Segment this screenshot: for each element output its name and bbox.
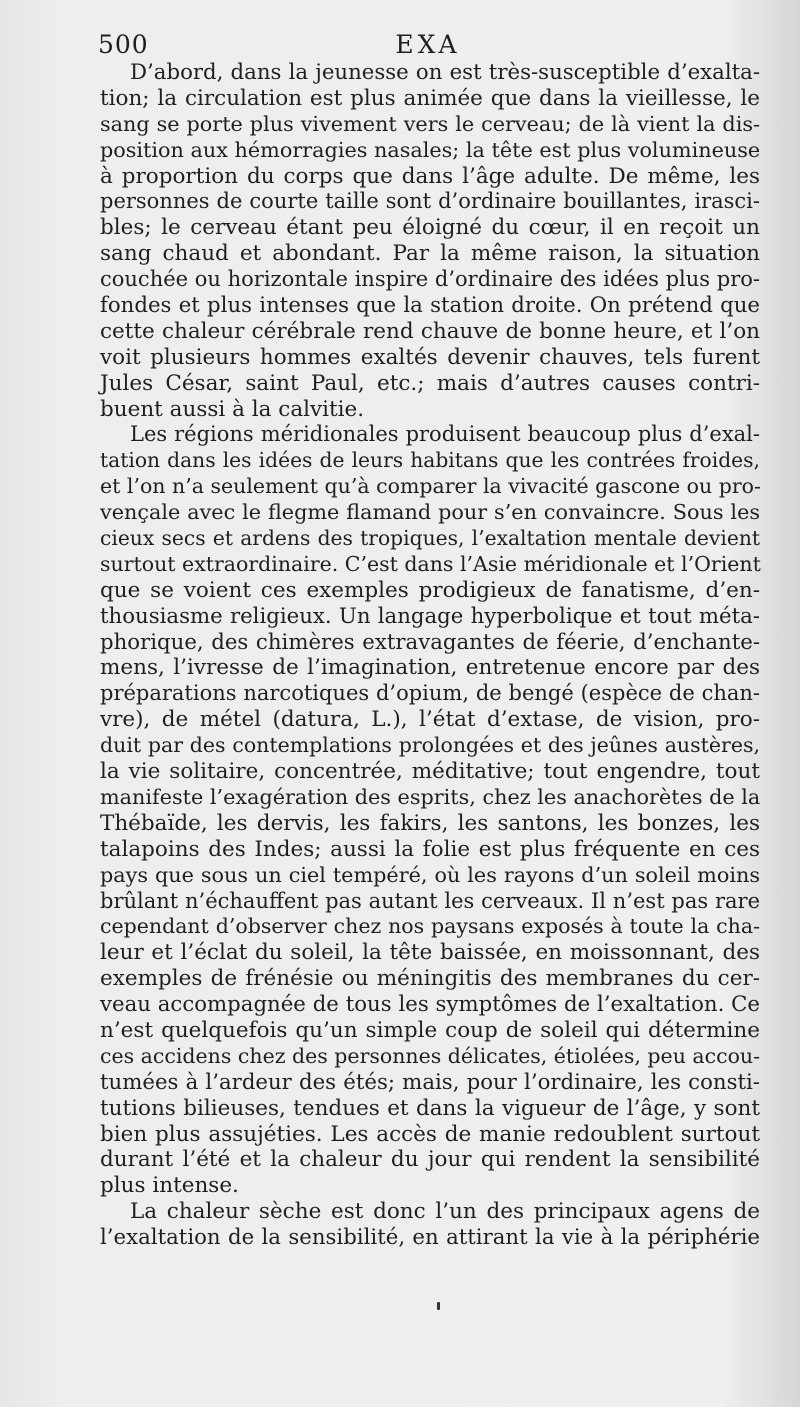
- text-line: mens, l’ivresse de l’imagination, entretenue encore par des: [100, 655, 760, 681]
- text-line: tumées à l’ardeur des étés; mais, pour l’ordinaire, les consti-: [100, 1069, 760, 1095]
- running-head-word: EXA: [395, 30, 461, 59]
- text-line: durant l’été et la chaleur du jour qui rendent la sensibilité: [100, 1147, 760, 1173]
- text-line: talapoins des Indes; aussi la folie est plus fréquente en ces: [100, 836, 760, 862]
- text-line: duit par des contemplations prolongées et des jeûnes austères,: [100, 733, 760, 758]
- text-line: Les régions méridionales produisent beaucoup plus d’exal-: [130, 422, 760, 447]
- text-line: la vie solitaire, concentrée, méditative; tout engendre, tout: [100, 759, 760, 785]
- ink-speck: [437, 1302, 440, 1310]
- text-line: buent aussi à la calvitie.: [100, 396, 365, 422]
- body-text: [100, 60, 760, 1251]
- text-line: La chaleur sèche est donc l’un des principaux agens de: [130, 1199, 760, 1225]
- text-line: cieux secs et ardens des tropiques, l’exaltation mentale devient: [100, 526, 760, 551]
- text-line: l’exaltation de la sensibilité, en attirant la vie à la périphérie: [100, 1225, 760, 1251]
- text-line: bles; le cerveau étant peu éloigné du cœur, il en reçoit un: [100, 215, 760, 241]
- text-line: sang chaud et abondant. Par la même raison, la situation: [100, 241, 760, 267]
- paragraph: [100, 422, 760, 1199]
- text-line: couchée ou horizontale inspire d’ordinaire des idées plus pro-: [100, 267, 760, 292]
- paragraph: [100, 60, 760, 422]
- text-line: thousiasme religieux. Un langage hyperbolique et tout méta-: [100, 603, 760, 629]
- text-line: ces accidens chez des personnes délicates, étiolées, peu accou-: [100, 1043, 761, 1068]
- text-line: personnes de courte taille sont d’ordinaire bouillantes, irasci-: [100, 189, 760, 214]
- text-line: à proportion du corps que dans l’âge adulte. De même, les: [100, 163, 760, 189]
- text-line: sang se porte plus vivement vers le cerveau; de là vient la dis-: [100, 111, 760, 136]
- text-line: cependant d’observer chez nos paysans exposés à toute la cha-: [100, 914, 760, 939]
- text-line: Jules César, saint Paul, etc.; mais d’autres causes contri-: [100, 370, 760, 396]
- text-line: et l’on n’a seulement qu’à comparer la vivacité gascone ou pro-: [100, 474, 761, 499]
- text-line: vre), de métel (datura, L.), l’état d’extase, de vision, pro-: [100, 707, 760, 733]
- page-number: 500: [98, 30, 149, 59]
- text-line: n’est quelquefois qu’un simple coup de soleil qui détermine: [100, 1017, 760, 1043]
- text-line: fondes et plus intenses que la station droite. On prétend que: [100, 293, 760, 319]
- text-line: position aux hémorragies nasales; la tête est plus volumineuse: [100, 137, 761, 162]
- text-line: bien plus assujéties. Les accès de manie redoublent surtout: [100, 1121, 760, 1147]
- text-line: tion; la circulation est plus animée que dans la vieillesse, le: [100, 85, 760, 111]
- text-line: voit plusieurs hommes exaltés devenir chauves, tels furent: [100, 344, 760, 370]
- text-line: surtout extraordinaire. C’est dans l’Asie méridionale et l’Orient: [100, 551, 761, 576]
- text-line: brûlant n’échauffent pas autant les cerveaux. Il n’est pas rare: [100, 888, 760, 913]
- text-line: exemples de frénésie ou méningitis des membranes du cer-: [100, 966, 760, 992]
- text-line: pays que sous un ciel tempéré, où les rayons d’un soleil moins: [100, 862, 760, 887]
- text-line: vençale avec le flegme flamand pour s’en convaincre. Sous les: [100, 500, 760, 525]
- text-line: préparations narcotiques d’opium, de bengé (espèce de chan-: [100, 681, 760, 706]
- text-line: manifeste l’exagération des esprits, chez les anachorètes de la: [100, 784, 761, 809]
- text-line: Thébaïde, les dervis, les fakirs, les santons, les bonzes, les: [100, 810, 760, 836]
- paragraph: [100, 1199, 760, 1251]
- text-line: leur et l’éclat du soleil, la tête baissée, en moissonnant, des: [100, 940, 760, 966]
- text-line: plus intense.: [100, 1173, 239, 1199]
- text-line: que se voient ces exemples prodigieux de fanatisme, d’en-: [100, 577, 760, 603]
- text-line: phorique, des chimères extravagantes de féerie, d’enchante-: [100, 629, 760, 655]
- text-line: cette chaleur cérébrale rend chauve de bonne heure, et l’on: [100, 318, 760, 344]
- running-head: [96, 30, 760, 60]
- text-line: D’abord, dans la jeunesse on est très-susceptible d’exalta-: [130, 60, 760, 85]
- text-line: veau accompagnée de tous les symptômes de l’exaltation. Ce: [100, 992, 760, 1018]
- text-line: tation dans les idées de leurs habitans que les contrées froides,: [100, 448, 760, 473]
- text-line: tutions bilieuses, tendues et dans la vigueur de l’âge, y sont: [100, 1095, 760, 1121]
